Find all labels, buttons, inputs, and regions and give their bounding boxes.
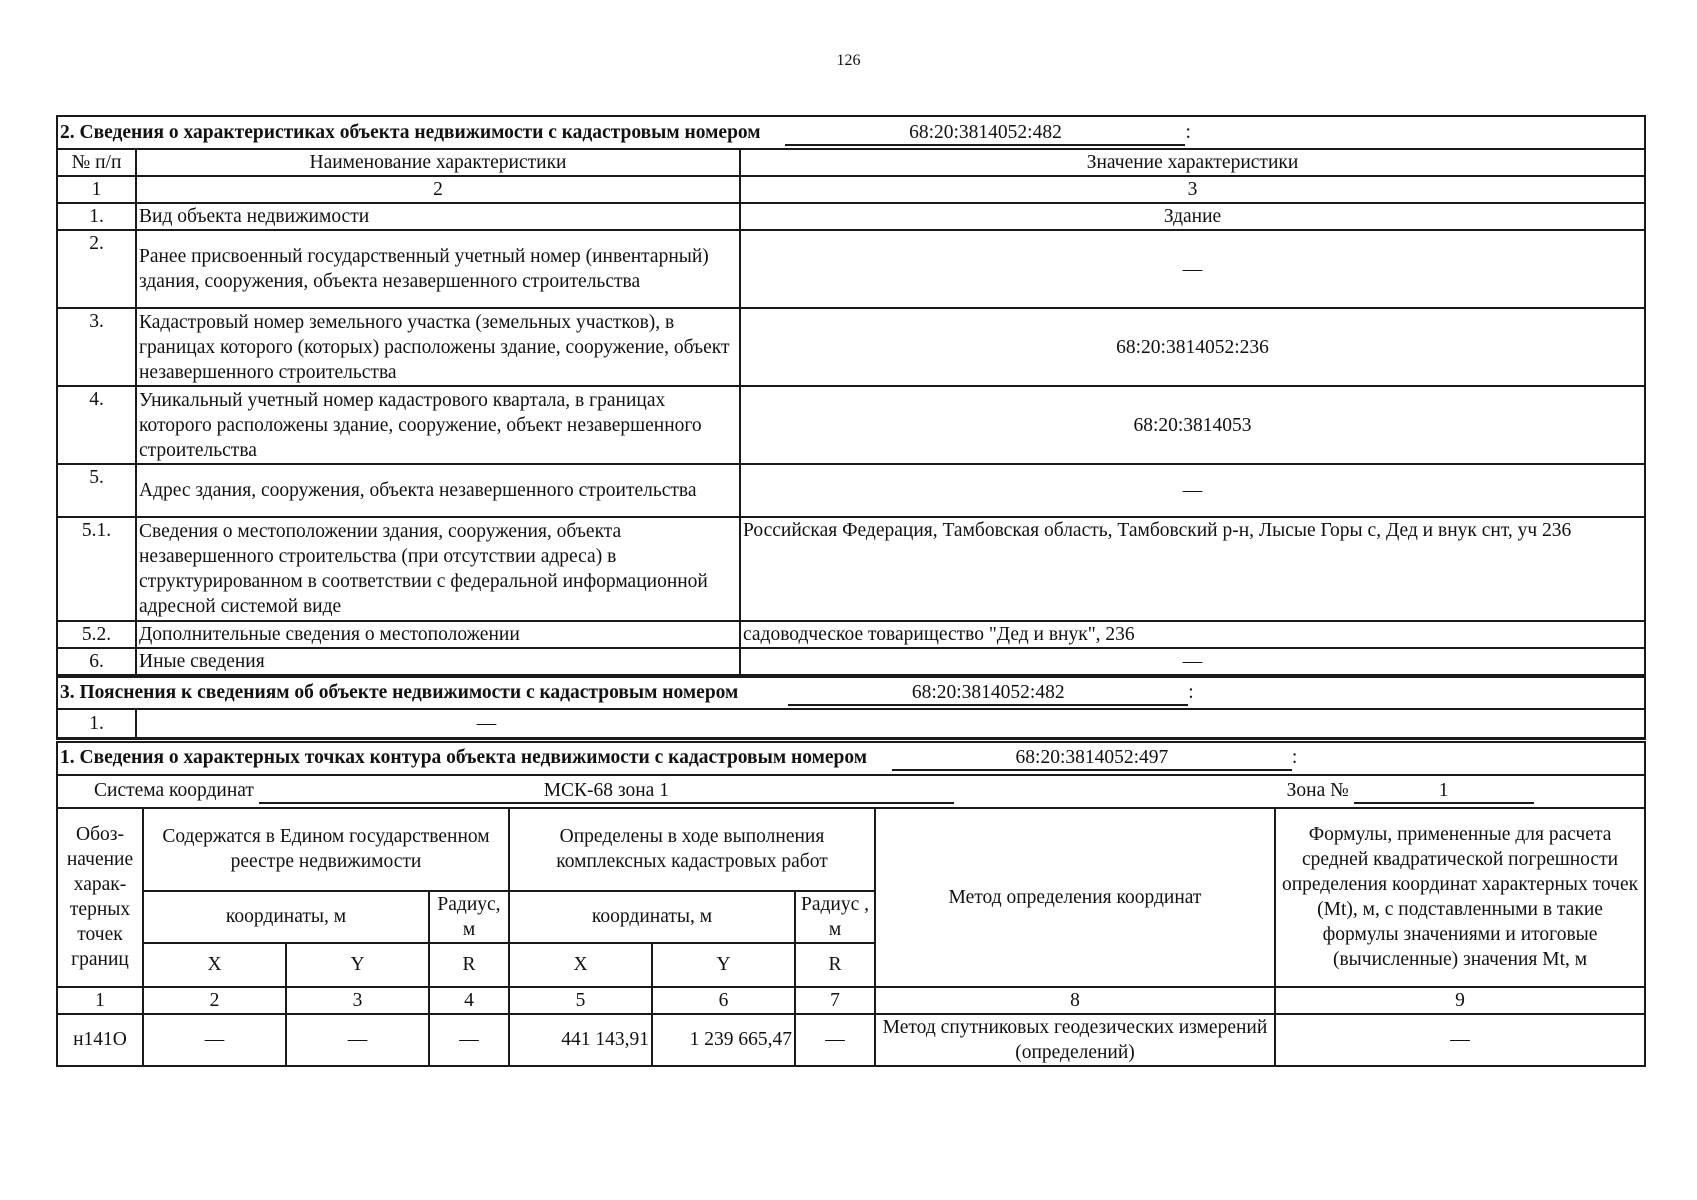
header-name: Наименование характеристики (136, 149, 740, 176)
section3-title-cell (57, 677, 1645, 709)
table-row (57, 1014, 1645, 1066)
row-value: — (740, 230, 1645, 308)
section2-colon: : (1185, 121, 1191, 143)
row-value: — (740, 464, 1645, 517)
coord-system-value: МСК-68 зона 1 (259, 780, 954, 804)
row-num: 5.1. (57, 517, 136, 621)
table-row (57, 648, 1645, 675)
header-r-egrn: R (429, 943, 509, 987)
point-x-kkr: 441 143,91 (509, 1014, 652, 1066)
row-value: Российская Федерация, Тамбовская область, Тамбовский р-н, Лысые Горы с, Дед и внук снт, уч 236 (740, 517, 1645, 621)
header-coords-egrn: координаты, м (143, 891, 429, 943)
header-y-egrn: Y (286, 943, 429, 987)
row-num: 5. (57, 464, 136, 517)
header-num: № п/п (57, 149, 136, 176)
table-row (57, 517, 1645, 621)
section1-title-cell (57, 741, 1645, 775)
table-row (57, 621, 1645, 648)
point-name: н141О (57, 1014, 143, 1066)
col-number-6: 6 (652, 987, 795, 1014)
header-radius-kkr: Радиус , м (795, 891, 875, 943)
section3-colon: : (1188, 682, 1194, 703)
row-num: 3. (57, 308, 136, 386)
point-x-egrn: — (143, 1014, 286, 1066)
header-method: Метод определения координат (875, 808, 1275, 987)
point-y-egrn: — (286, 1014, 429, 1066)
header-radius-egrn: Радиус, м (429, 891, 509, 943)
row-num: 1. (57, 203, 136, 230)
row-name: Ранее присвоенный государственный учетный номер (инвентарный) здания, сооружения, объекта незавершенного строительства (136, 230, 740, 308)
header-number-1: 1 (57, 176, 136, 203)
row-name: Сведения о местоположении здания, сооружения, объекта незавершенного строительства (при отсутствии адреса) в структурированном в соответствии с федеральной информационной адресной системой виде (136, 517, 740, 621)
row-value: — (136, 709, 1645, 738)
header-value: Значение характеристики (740, 149, 1645, 176)
row-name: Адрес здания, сооружения, объекта незавершенного строительства (136, 464, 740, 517)
section2-title-cell (57, 116, 1645, 149)
section1-title: 1. Сведения о характерных точках контура объекта недвижимости с кадастровым номером (60, 747, 868, 769)
col-number-9: 9 (1275, 987, 1645, 1014)
row-name: Вид объекта недвижимости (136, 203, 740, 230)
section3-title: 3. Пояснения к сведениям об объекте недвижимости с кадастровым номером (60, 682, 739, 703)
point-y-kkr: 1 239 665,47 (652, 1014, 795, 1066)
header-x-kkr: X (509, 943, 652, 987)
header-kkr: Определены в ходе выполнения комплексных кадастровых работ (509, 808, 875, 891)
table-row (57, 386, 1645, 464)
table-row (57, 230, 1645, 308)
row-value: садоводческое товарищество "Дед и внук", 236 (740, 621, 1645, 648)
row-name: Дополнительные сведения о местоположении (136, 621, 740, 648)
header-points: Обоз-начение харак-терных точек границ (57, 808, 143, 987)
table-row (57, 203, 1645, 230)
col-number-3: 3 (286, 987, 429, 1014)
row-value: 68:20:3814052:236 (740, 308, 1645, 386)
col-number-4: 4 (429, 987, 509, 1014)
row-num: 4. (57, 386, 136, 464)
coord-system-label: Система координат (94, 780, 254, 801)
header-x-egrn: X (143, 943, 286, 987)
section2-cadastral-number: 68:20:3814052:482 (785, 122, 1185, 146)
header-formulas: Формулы, примененные для расчета средней квадратической погрешности определения координат характерных точек (Mt), м, с подставленными в такие формулы значениями и итоговые (вычисленные) значения Mt, м (1275, 808, 1645, 987)
zone-label: Зона № (1286, 780, 1349, 801)
table-row (57, 464, 1645, 517)
col-number-2: 2 (143, 987, 286, 1014)
header-number-3: 3 (740, 176, 1645, 203)
point-formula: — (1275, 1014, 1645, 1066)
section3-cadastral-number: 68:20:3814052:482 (788, 682, 1188, 706)
row-name: Кадастровый номер земельного участка (земельных участков), в границах которого (которых) расположены здание, сооружение, объект незавершенного строительства (136, 308, 740, 386)
section1-table (56, 738, 1646, 1067)
row-num: 2. (57, 230, 136, 308)
col-number-7: 7 (795, 987, 875, 1014)
section1-colon: : (1291, 747, 1298, 769)
row-value: Здание (740, 203, 1645, 230)
row-value: — (740, 648, 1645, 675)
header-number-2: 2 (136, 176, 740, 203)
table-row (57, 709, 1645, 738)
section2-table (56, 115, 1646, 676)
col-number-5: 5 (509, 987, 652, 1014)
col-number-1: 1 (57, 987, 143, 1014)
coord-system-row (57, 775, 1645, 808)
row-num: 1. (57, 709, 136, 738)
row-value: 68:20:3814053 (740, 386, 1645, 464)
zone-value: 1 (1354, 780, 1534, 804)
point-r-kkr: — (795, 1014, 875, 1066)
header-r-kkr: R (795, 943, 875, 987)
col-number-8: 8 (875, 987, 1275, 1014)
row-num: 5.2. (57, 621, 136, 648)
point-r-egrn: — (429, 1014, 509, 1066)
header-coords-kkr: координаты, м (509, 891, 795, 943)
page-number: 126 (836, 52, 861, 69)
table-row (57, 308, 1645, 386)
header-y-kkr: Y (652, 943, 795, 987)
header-egrn: Содержатся в Едином государственном реестре недвижимости (143, 808, 509, 891)
row-num: 6. (57, 648, 136, 675)
row-name: Уникальный учетный номер кадастрового квартала, в границах которого расположены здание, сооружение, объект незавершенного строительства (136, 386, 740, 464)
row-name: Иные сведения (136, 648, 740, 675)
section2-title: 2. Сведения о характеристиках объекта недвижимости с кадастровым номером (60, 121, 761, 143)
section3-table (56, 676, 1646, 739)
section1-cadastral-number: 68:20:3814052:497 (892, 747, 1292, 771)
point-method: Метод спутниковых геодезических измерений (определений) (875, 1014, 1275, 1066)
